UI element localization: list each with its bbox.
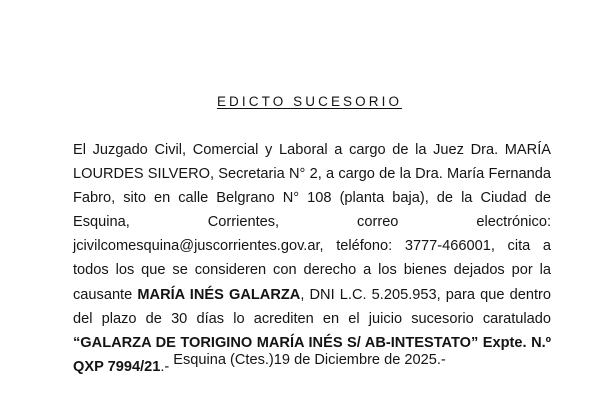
- body-text-intro: El Juzgado Civil, Comercial y Laboral a cargo de la Juez Dra. MARÍA LOURDES SILVERO, Secretaria N° 2, a cargo de la Dra. María Fernanda Fabro, sito en calle Belgrano N° 108 (planta baja), de la Ciudad de Esquina, Corrientes, correo electrónico: jcivilcomesquina@juscorrientes.gov.ar, teléfono: 3777-466001, cita a todos los que se consideren con derecho a los bienes dejados por la causante: [73, 142, 551, 303]
- document-title: [0, 94, 615, 109]
- place-date-line: Esquina (Ctes.)19 de Diciembre de 2025.-: [173, 352, 446, 368]
- case-caption: “GALARZA DE TORIGINO MARÍA INÉS S/ AB-INTESTATO” Expte. N.º QXP 7994/21: [73, 334, 551, 375]
- edict-body: [73, 138, 551, 379]
- deceased-name: MARÍA INÉS GALARZA: [137, 286, 301, 303]
- body-text-middle: , DNI L.C. 5.205.953, para que dentro del plazo de 30 días lo acrediten en el juicio sucesorio caratulado: [73, 286, 551, 327]
- title-text: EDICTO SUCESORIO: [216, 94, 403, 109]
- body-text-end: .-: [160, 358, 170, 375]
